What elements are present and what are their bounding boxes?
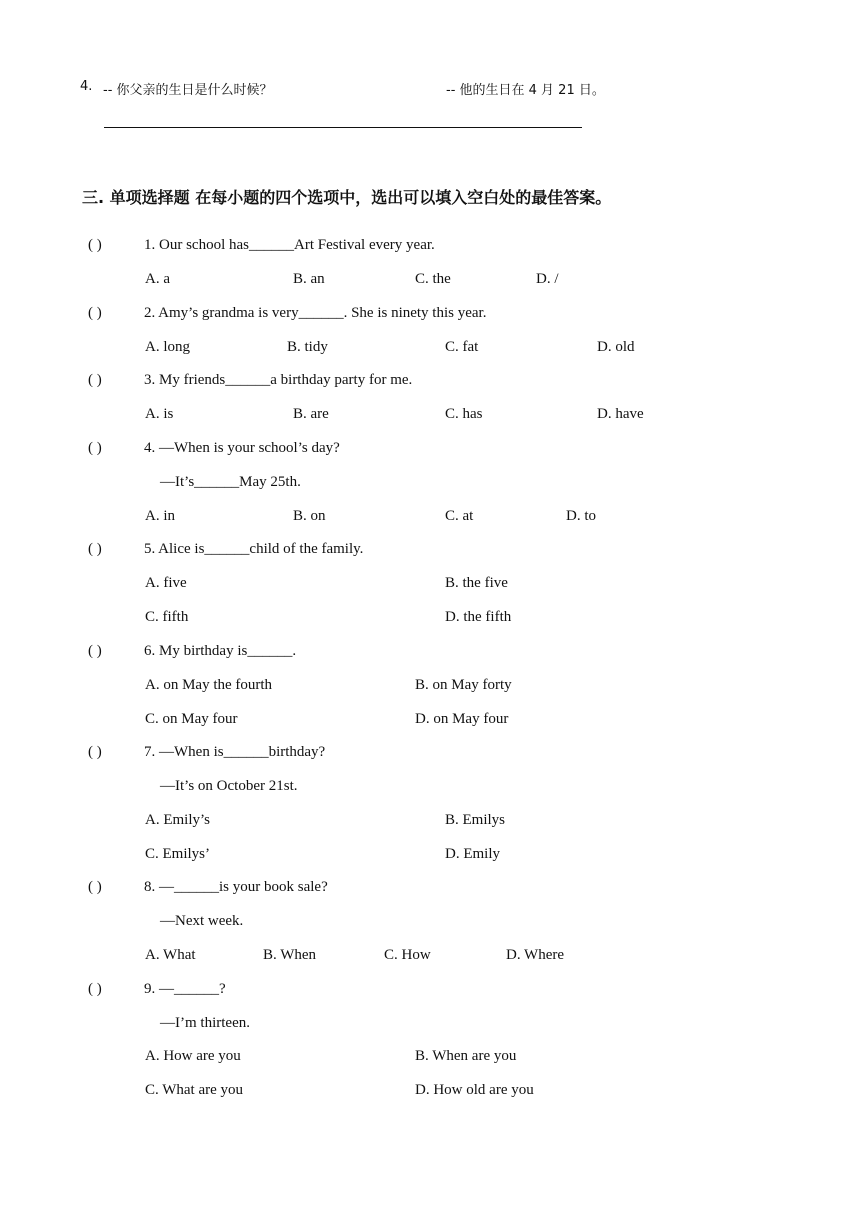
question-stem: 4. —When is your school’s day? — [144, 440, 340, 456]
question-stem: 1. Our school has______Art Festival every year. — [144, 237, 435, 253]
option-d: D. How old are you — [415, 1082, 534, 1098]
option-c: C. fat — [445, 339, 479, 355]
question-reply: —I’m thirteen. — [160, 1015, 250, 1031]
option-d: D. old — [597, 339, 635, 355]
option-c: C. has — [445, 406, 483, 422]
option-d: D. to — [566, 508, 596, 524]
option-c: C. on May four — [145, 711, 238, 727]
option-a: A. on May the fourth — [145, 677, 273, 693]
option-b: B. When — [263, 947, 317, 963]
option-c: C. What are you — [145, 1082, 244, 1098]
answer-paren[interactable]: ( ) — [88, 744, 102, 760]
option-b: B. are — [293, 406, 329, 422]
option-a: A. What — [145, 947, 196, 963]
option-b: B. on May forty — [415, 677, 512, 693]
option-a: A. is — [145, 406, 174, 422]
question-stem: 8. —______is your book sale? — [144, 879, 328, 895]
option-a: A. in — [145, 508, 175, 524]
question-stem: 2. Amy’s grandma is very______. She is ninety this year. — [144, 305, 487, 321]
answer-paren[interactable]: ( ) — [88, 981, 102, 997]
option-c: C. How — [384, 947, 431, 963]
answer-paren[interactable]: ( ) — [88, 541, 102, 557]
question-reply: —Next week. — [160, 913, 244, 929]
question-reply: —It’s______May 25th. — [160, 474, 301, 490]
answer-paren[interactable]: ( ) — [88, 372, 102, 388]
option-a: A. a — [145, 271, 170, 287]
question-stem: 5. Alice is______child of the family. — [144, 541, 364, 557]
option-d: D. / — [536, 271, 559, 287]
option-a: A. Emily’s — [145, 812, 211, 828]
answer-paren[interactable]: ( ) — [88, 879, 102, 895]
answer-line[interactable] — [104, 127, 582, 128]
translation-prompt: -- 你父亲的生日是什么时候？ — [103, 83, 273, 98]
option-c: C. fifth — [145, 609, 189, 625]
option-d: D. on May four — [415, 711, 509, 727]
question-stem: 6. My birthday is______. — [144, 643, 297, 659]
question-stem: 9. —______? — [144, 981, 226, 997]
option-a: A. How are you — [145, 1048, 241, 1064]
section-heading: 三. 单项选择题 在每小题的四个选项中，选出可以填入空白处的最佳答案。 — [82, 188, 612, 207]
answer-paren[interactable]: ( ) — [88, 305, 102, 321]
option-b: B. the five — [445, 575, 508, 591]
answer-paren[interactable]: ( ) — [88, 237, 102, 253]
option-b: B. When are you — [415, 1048, 517, 1064]
option-b: B. tidy — [287, 339, 328, 355]
option-b: B. an — [293, 271, 325, 287]
option-d: D. Where — [506, 947, 565, 963]
translation-number: 4. — [80, 79, 93, 94]
question-stem: 3. My friends______a birthday party for me. — [144, 372, 413, 388]
answer-paren[interactable]: ( ) — [88, 440, 102, 456]
option-b: B. on — [293, 508, 326, 524]
question-reply: —It’s on October 21st. — [160, 778, 298, 794]
answer-paren[interactable]: ( ) — [88, 643, 102, 659]
option-b: B. Emilys — [445, 812, 506, 828]
option-c: C. Emilys’ — [145, 846, 211, 862]
option-c: C. the — [415, 271, 451, 287]
question-stem: 7. —When is______birthday? — [144, 744, 326, 760]
translation-reply: -- 他的生日在 4 月 21 日。 — [446, 83, 605, 98]
option-a: A. five — [145, 575, 187, 591]
option-d: D. have — [597, 406, 644, 422]
option-d: D. the fifth — [445, 609, 512, 625]
option-c: C. at — [445, 508, 474, 524]
option-d: D. Emily — [445, 846, 500, 862]
option-a: A. long — [145, 339, 190, 355]
